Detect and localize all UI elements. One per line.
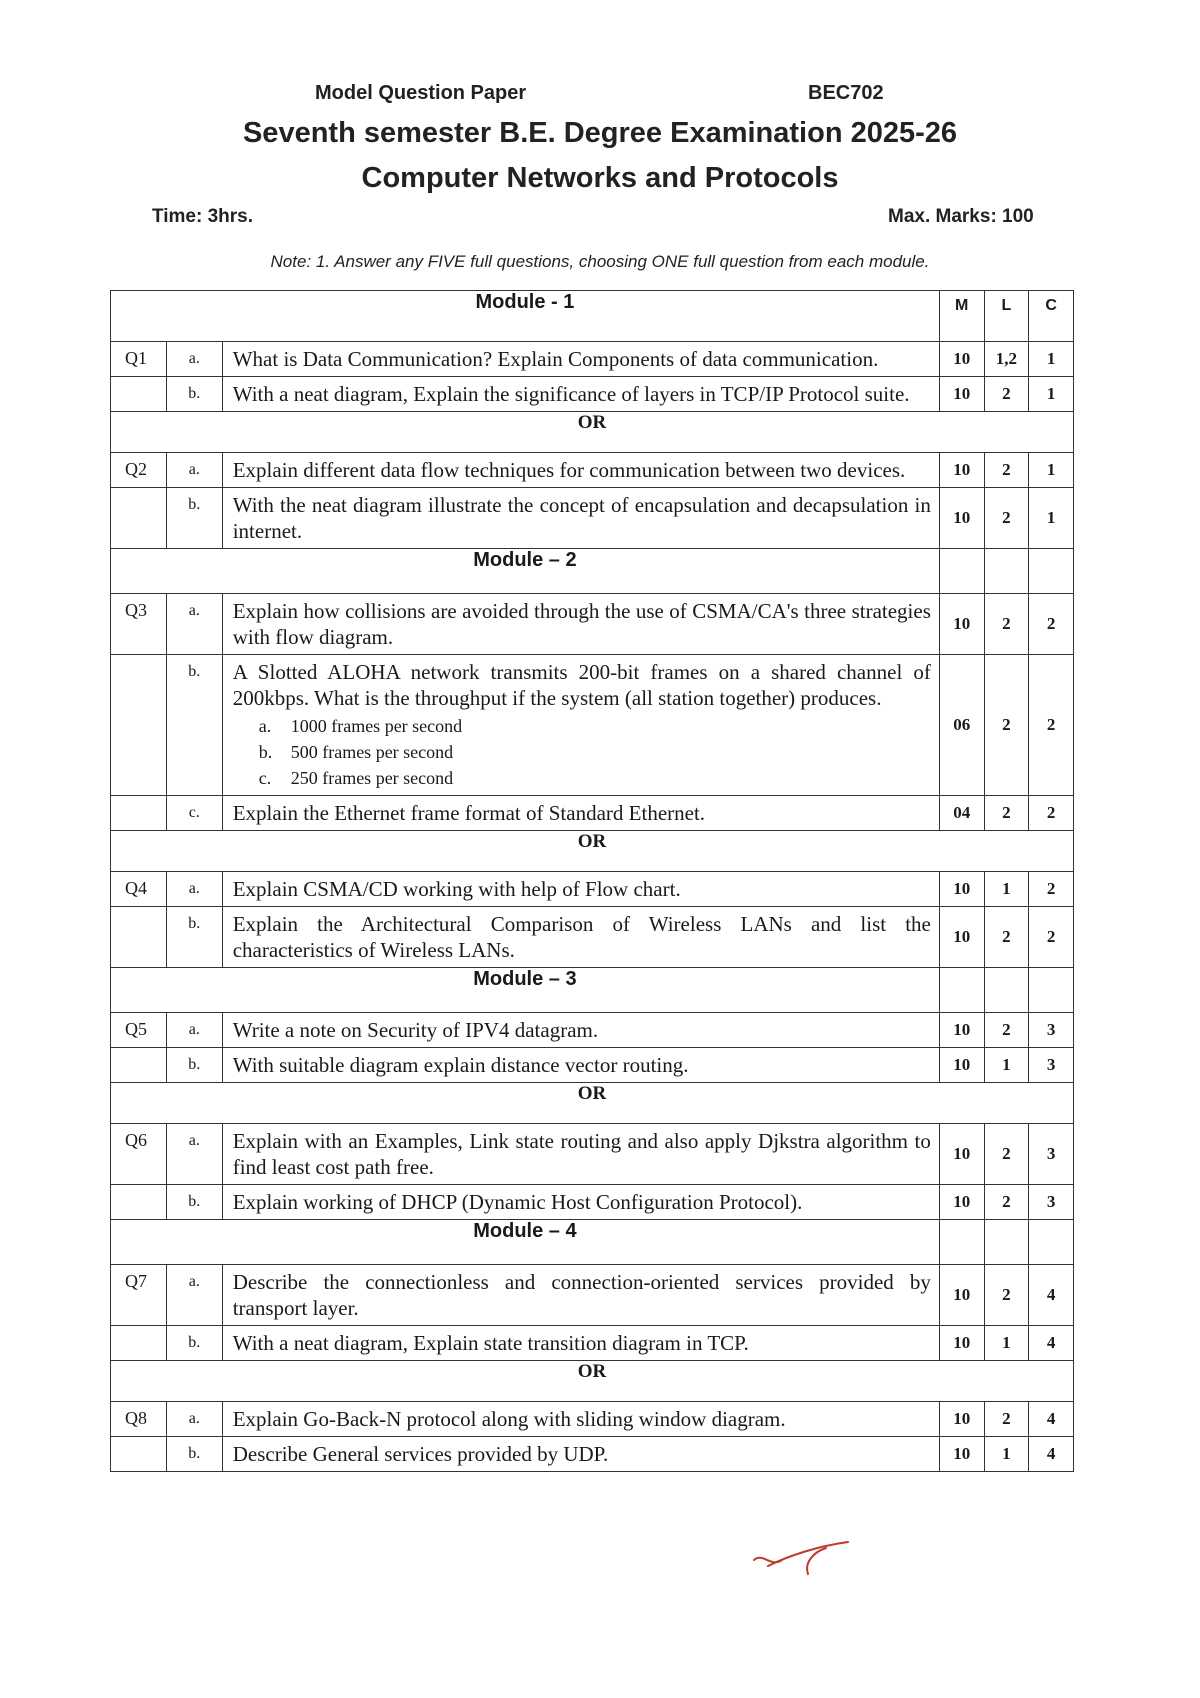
question-number: [111, 655, 167, 796]
sub-question-item: [259, 713, 931, 739]
sub-question-text: 1000 frames per second: [290, 716, 463, 736]
question-text: What is Data Communication? Explain Components of data communication.: [232, 347, 879, 371]
question-row: [111, 1013, 1074, 1048]
question-table: [110, 290, 1074, 1472]
empty-cell: [984, 968, 1029, 1013]
question-text-cell: [222, 1048, 939, 1083]
level-value: 2: [984, 796, 1029, 831]
question-number: [111, 1326, 167, 1361]
question-part-label: b.: [166, 1048, 222, 1083]
empty-cell: [939, 549, 984, 594]
question-row: [111, 1048, 1074, 1083]
question-part-label: a.: [166, 872, 222, 907]
subject-title: Computer Networks and Protocols: [361, 162, 839, 194]
question-text-cell: [222, 342, 939, 377]
question-part-label: a.: [166, 1124, 222, 1185]
marks-value: 10: [939, 1013, 984, 1048]
module-title: Module – 4: [111, 1220, 940, 1265]
question-row: [111, 1402, 1074, 1437]
module-header-row: [111, 968, 1074, 1013]
question-text-cell: [222, 907, 939, 968]
sub-question-text: 500 frames per second: [290, 742, 454, 762]
question-part-label: b.: [166, 1185, 222, 1220]
question-number: Q1: [111, 342, 167, 377]
question-row: [111, 488, 1074, 549]
question-text-cell: [222, 1402, 939, 1437]
empty-cell: [1029, 549, 1074, 594]
empty-cell: [984, 549, 1029, 594]
marks-value: 10: [939, 453, 984, 488]
question-text: With suitable diagram explain distance vector routing.: [232, 1053, 689, 1077]
question-text: Explain with an Examples, Link state routing and also apply Djkstra algorithm to find least cost path free.: [232, 1129, 931, 1179]
question-part-label: a.: [166, 453, 222, 488]
sub-question-item: [259, 739, 931, 765]
question-number: [111, 1048, 167, 1083]
question-part-label: a.: [166, 1402, 222, 1437]
or-separator-row: [111, 831, 1074, 872]
instructions-note: Note: 1. Answer any FIVE full questions, choosing ONE full question from each module.: [270, 252, 930, 271]
co-value: 2: [1029, 655, 1074, 796]
max-marks: Max. Marks: 100: [888, 206, 1034, 227]
question-text: Explain Go-Back-N protocol along with sliding window diagram.: [232, 1407, 786, 1431]
marks-value: 10: [939, 907, 984, 968]
level-value: 2: [984, 655, 1029, 796]
co-value: 3: [1029, 1124, 1074, 1185]
co-value: 2: [1029, 594, 1074, 655]
question-number: Q5: [111, 1013, 167, 1048]
question-text-cell: [222, 655, 939, 796]
question-number: Q7: [111, 1265, 167, 1326]
marks-value: 06: [939, 655, 984, 796]
co-value: 4: [1029, 1402, 1074, 1437]
co-value: 2: [1029, 907, 1074, 968]
question-row: [111, 377, 1074, 412]
paper-type: Model Question Paper: [315, 82, 527, 104]
marks-value: 10: [939, 1048, 984, 1083]
question-text-cell: [222, 1013, 939, 1048]
marks-value: 10: [939, 1185, 984, 1220]
module-title: Module - 1: [111, 291, 940, 342]
question-number: [111, 488, 167, 549]
marks-value: 10: [939, 594, 984, 655]
question-row: [111, 1265, 1074, 1326]
question-row: [111, 1437, 1074, 1472]
question-part-label: b.: [166, 1437, 222, 1472]
module-title: Module – 3: [111, 968, 940, 1013]
co-value: 4: [1029, 1326, 1074, 1361]
question-text: A Slotted ALOHA network transmits 200-bit frames on a shared channel of 200kbps. What is the throughput if the system (all station together) produces.: [232, 660, 931, 710]
module-header-row: [111, 291, 1074, 342]
question-part-label: a.: [166, 342, 222, 377]
level-value: 1: [984, 1048, 1029, 1083]
question-part-label: a.: [166, 1265, 222, 1326]
marks-value: 10: [939, 1124, 984, 1185]
question-text: Write a note on Security of IPV4 datagram.: [232, 1018, 599, 1042]
question-part-label: a.: [166, 594, 222, 655]
question-text: Describe General services provided by UDP.: [232, 1442, 609, 1466]
question-number: [111, 1185, 167, 1220]
empty-cell: [1029, 968, 1074, 1013]
question-part-label: b.: [166, 488, 222, 549]
empty-cell: [939, 968, 984, 1013]
question-number: Q2: [111, 453, 167, 488]
question-text: Explain how collisions are avoided through the use of CSMA/CA's three strategies with flow diagram.: [232, 599, 931, 649]
level-value: 2: [984, 1265, 1029, 1326]
question-row: [111, 872, 1074, 907]
sub-question-text: 250 frames per second: [290, 768, 454, 788]
level-value: 2: [984, 488, 1029, 549]
course-code: BEC702: [808, 82, 884, 104]
question-row: [111, 1124, 1074, 1185]
question-text-cell: [222, 872, 939, 907]
question-text-cell: [222, 1185, 939, 1220]
question-part-label: b.: [166, 1326, 222, 1361]
or-label: OR: [111, 831, 1074, 872]
level-value: 1: [984, 1326, 1029, 1361]
co-value: 3: [1029, 1048, 1074, 1083]
question-row: [111, 655, 1074, 796]
question-text: Explain different data flow techniques for communication between two devices.: [232, 458, 906, 482]
marks-value: 10: [939, 1437, 984, 1472]
marks-value: 10: [939, 1265, 984, 1326]
question-part-label: a.: [166, 1013, 222, 1048]
or-separator-row: [111, 1083, 1074, 1124]
question-text: Explain CSMA/CD working with help of Flow chart.: [232, 877, 681, 901]
marks-value: 10: [939, 1402, 984, 1437]
handwritten-signature-mark: [748, 1538, 858, 1578]
question-text: Describe the connectionless and connection-oriented services provided by transport layer.: [232, 1270, 931, 1320]
question-text-cell: [222, 453, 939, 488]
question-number: Q4: [111, 872, 167, 907]
empty-cell: [984, 1220, 1029, 1265]
marks-value: 10: [939, 377, 984, 412]
question-row: [111, 1185, 1074, 1220]
question-row: [111, 796, 1074, 831]
marks-value: 10: [939, 342, 984, 377]
level-value: 2: [984, 1402, 1029, 1437]
exam-time: Time: 3hrs.: [152, 206, 254, 227]
co-value: 4: [1029, 1265, 1074, 1326]
question-part-label: b.: [166, 655, 222, 796]
or-label: OR: [111, 412, 1074, 453]
level-value: 1: [984, 1437, 1029, 1472]
exam-title: Seventh semester B.E. Degree Examination 2025-26: [242, 117, 958, 149]
co-value: 1: [1029, 488, 1074, 549]
co-value: 3: [1029, 1185, 1074, 1220]
marks-value: 10: [939, 488, 984, 549]
question-part-label: b.: [166, 907, 222, 968]
sub-question-label: c.: [258, 768, 272, 788]
co-value: 2: [1029, 872, 1074, 907]
level-value: 2: [984, 1013, 1029, 1048]
question-row: [111, 907, 1074, 968]
question-number: Q8: [111, 1402, 167, 1437]
question-number: [111, 1437, 167, 1472]
question-text-cell: [222, 1124, 939, 1185]
co-value: 1: [1029, 377, 1074, 412]
column-header-l: L: [984, 291, 1029, 342]
question-number: [111, 377, 167, 412]
module-title: Module – 2: [111, 549, 940, 594]
question-text-cell: [222, 594, 939, 655]
question-text-cell: [222, 1437, 939, 1472]
or-label: OR: [111, 1361, 1074, 1402]
question-number: Q6: [111, 1124, 167, 1185]
question-row: [111, 453, 1074, 488]
level-value: 2: [984, 453, 1029, 488]
column-header-c: C: [1029, 291, 1074, 342]
level-value: 1: [984, 872, 1029, 907]
level-value: 2: [984, 907, 1029, 968]
question-part-label: c.: [166, 796, 222, 831]
question-text-cell: [222, 796, 939, 831]
question-text-cell: [222, 488, 939, 549]
level-value: 2: [984, 1124, 1029, 1185]
level-value: 2: [984, 594, 1029, 655]
or-separator-row: [111, 412, 1074, 453]
or-separator-row: [111, 1361, 1074, 1402]
co-value: 4: [1029, 1437, 1074, 1472]
question-number: [111, 907, 167, 968]
question-text-cell: [222, 377, 939, 412]
question-text-cell: [222, 1265, 939, 1326]
marks-value: 10: [939, 1326, 984, 1361]
empty-cell: [939, 1220, 984, 1265]
question-row: [111, 1326, 1074, 1361]
empty-cell: [1029, 1220, 1074, 1265]
question-text: Explain the Architectural Comparison of Wireless LANs and list the characteristics of Wireless LANs.: [232, 912, 931, 962]
co-value: 3: [1029, 1013, 1074, 1048]
sub-question-list: [259, 713, 931, 791]
module-header-row: [111, 1220, 1074, 1265]
question-number: Q3: [111, 594, 167, 655]
sub-question-label: a.: [258, 716, 272, 736]
question-text: Explain the Ethernet frame format of Standard Ethernet.: [232, 801, 706, 825]
question-text: With the neat diagram illustrate the concept of encapsulation and decapsulation in internet.: [232, 493, 931, 543]
co-value: 1: [1029, 342, 1074, 377]
level-value: 2: [984, 377, 1029, 412]
marks-value: 04: [939, 796, 984, 831]
question-text: With a neat diagram, Explain the significance of layers in TCP/IP Protocol suite.: [232, 382, 910, 406]
co-value: 2: [1029, 796, 1074, 831]
question-text-cell: [222, 1326, 939, 1361]
question-part-label: b.: [166, 377, 222, 412]
or-label: OR: [111, 1083, 1074, 1124]
question-row: [111, 342, 1074, 377]
question-text: Explain working of DHCP (Dynamic Host Configuration Protocol).: [232, 1190, 803, 1214]
sub-question-label: b.: [258, 742, 273, 762]
level-value: 1,2: [984, 342, 1029, 377]
column-header-m: M: [939, 291, 984, 342]
sub-question-item: [259, 765, 931, 791]
module-header-row: [111, 549, 1074, 594]
marks-value: 10: [939, 872, 984, 907]
question-row: [111, 594, 1074, 655]
co-value: 1: [1029, 453, 1074, 488]
question-number: [111, 796, 167, 831]
level-value: 2: [984, 1185, 1029, 1220]
question-text: With a neat diagram, Explain state transition diagram in TCP.: [232, 1331, 749, 1355]
